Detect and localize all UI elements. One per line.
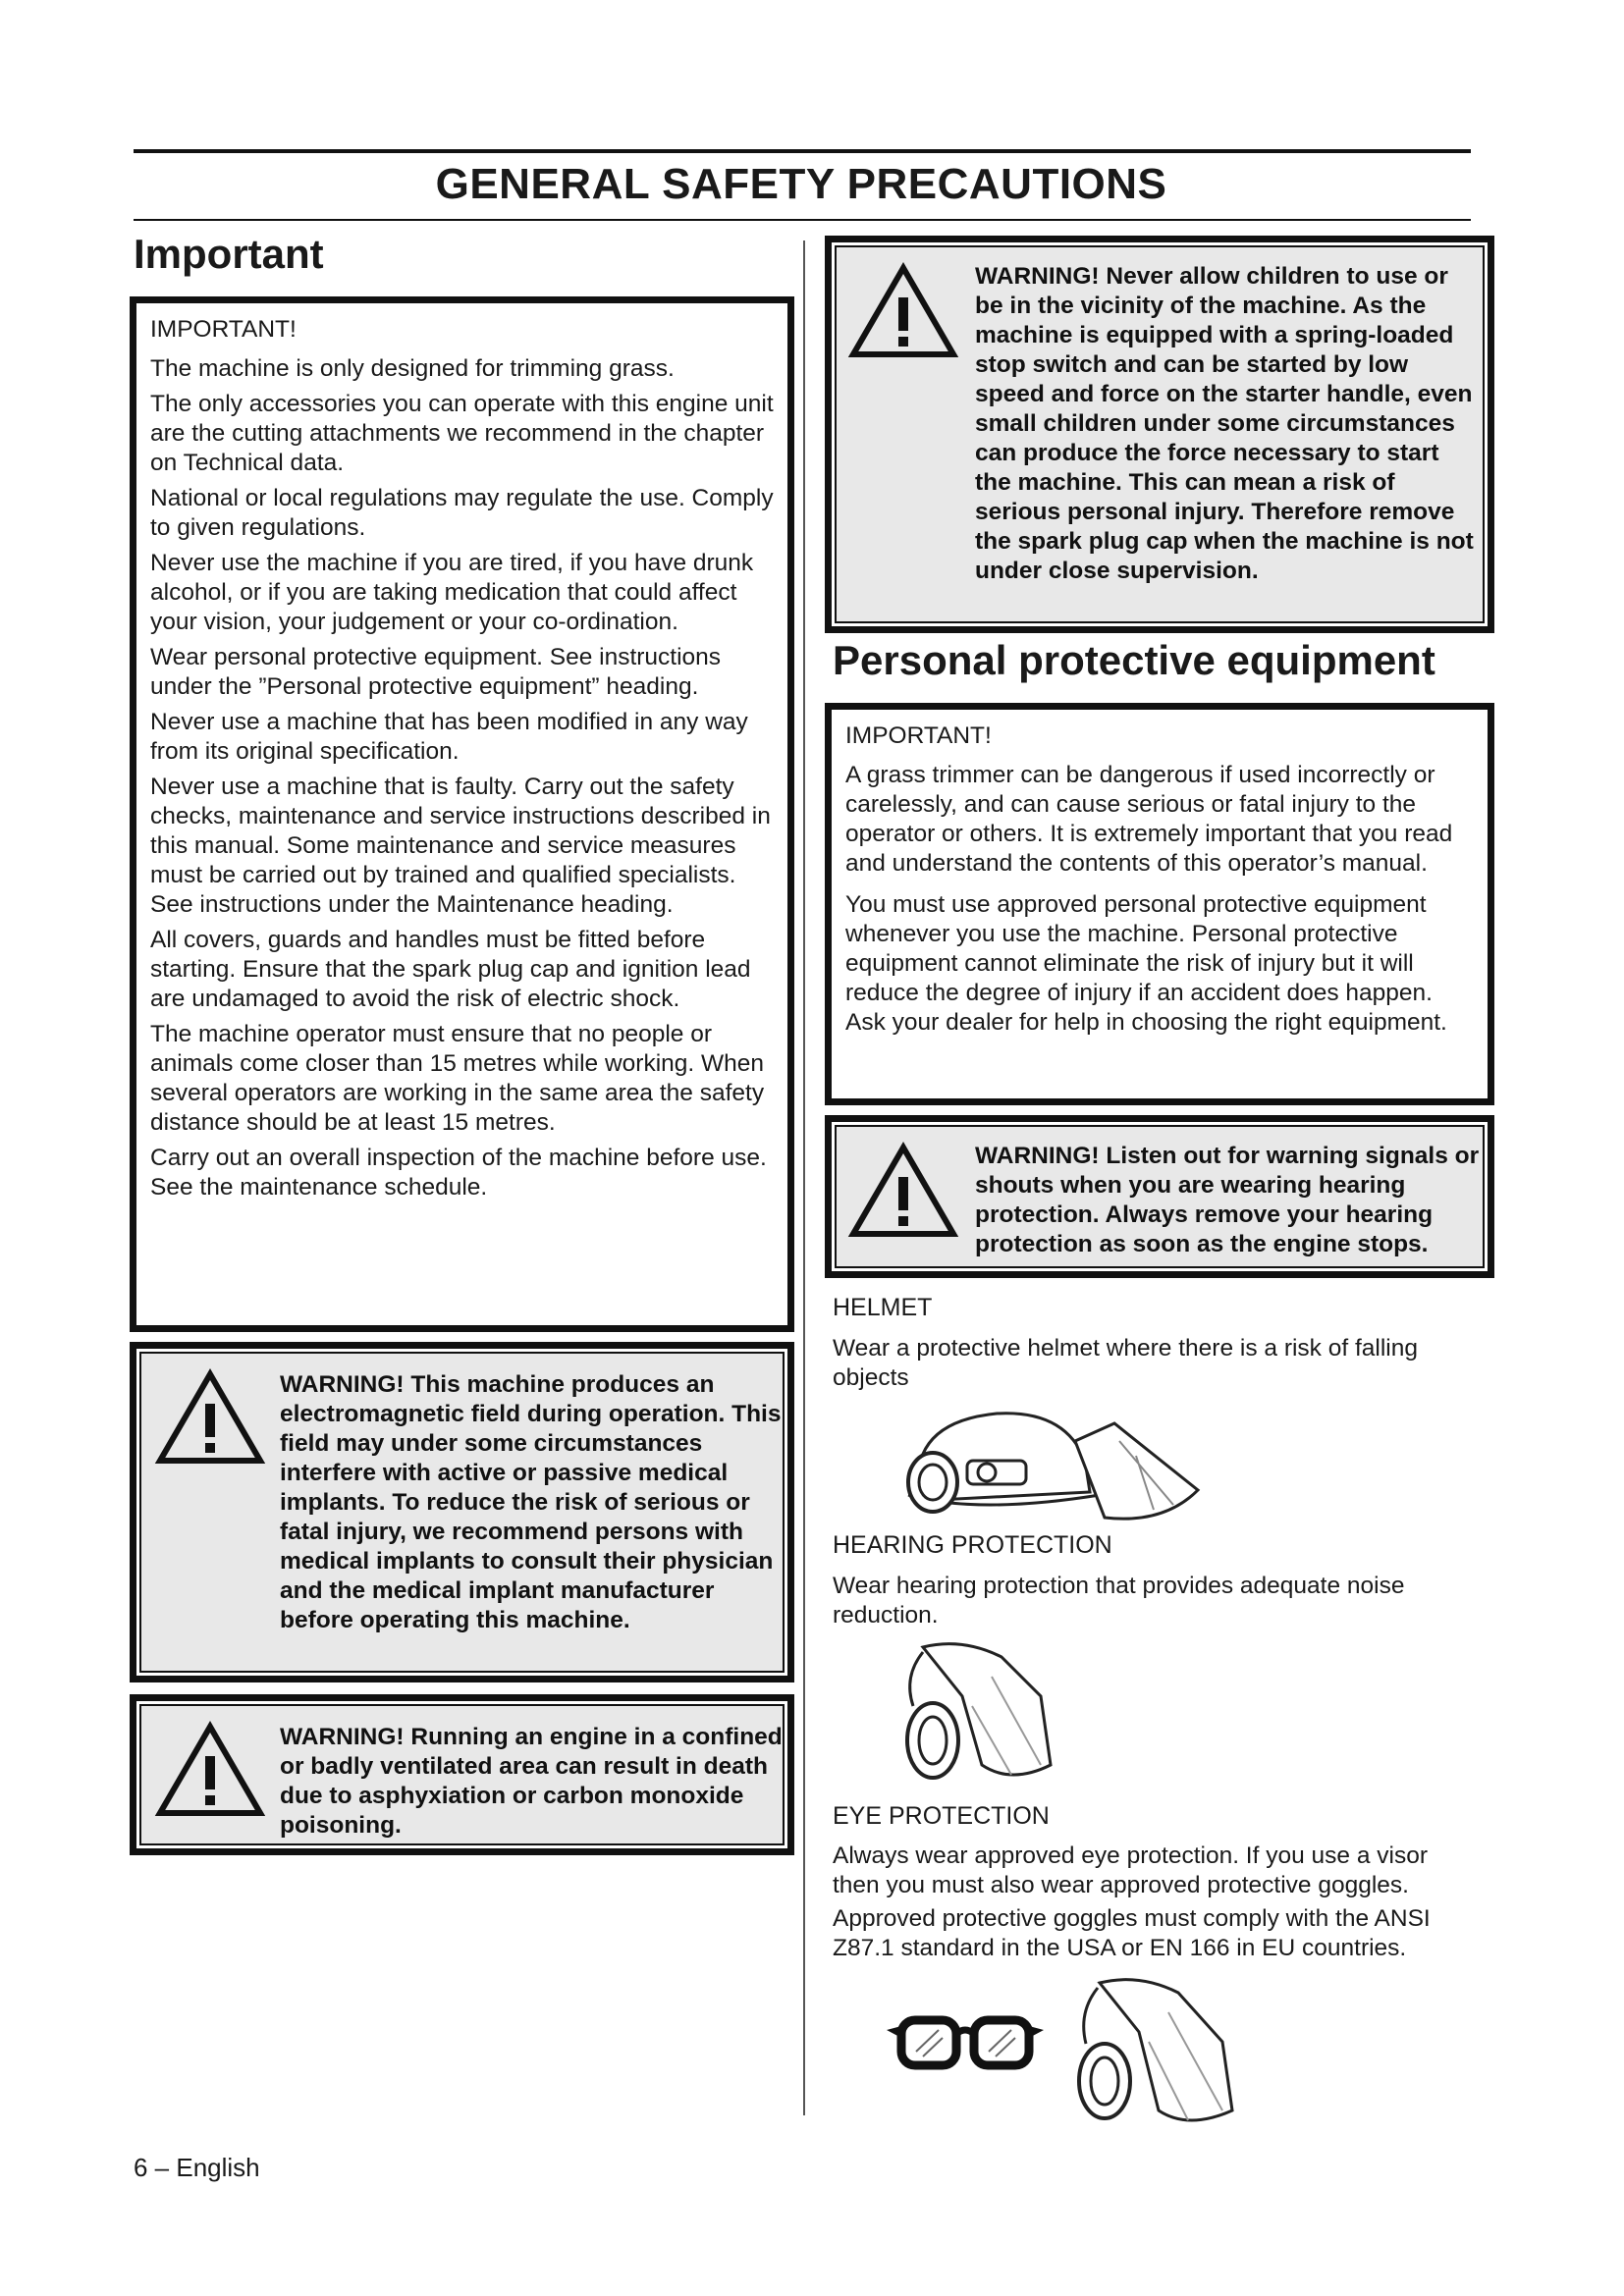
warning-box-hearing <box>825 1115 1494 1278</box>
important-paragraph: A grass trimmer can be dangerous if used incorrectly or carelessly, and can cause serious or fatal injury to the operator or others. It is extremely important that you read and understand the contents of this operator’s manual. <box>845 762 1453 877</box>
helmet-heading: HELMET <box>833 1294 933 1321</box>
important-box-right <box>825 703 1494 1105</box>
warning-text-hearing: WARNING! Listen out for warning signals or shouts when you are wearing hearing protection. Always remove your hearing protection as soon as the engine stops. <box>975 1143 1480 1257</box>
important-box-left <box>130 296 794 1332</box>
important-paragraph: Wear personal protective equipment. See instructions under the ”Personal protective equipment” heading. <box>150 644 722 700</box>
eye-text-block <box>833 1842 1481 1967</box>
eye-text-1: Always wear approved eye protection. If you use a visor then you must also wear approved protective goggles. <box>833 1842 1429 1898</box>
hearing-heading: HEARING PROTECTION <box>833 1531 1112 1559</box>
warning-text-engine: WARNING! Running an engine in a confined or badly ventilated area can result in death due to asphyxiation or carbon monoxide poisoning. <box>280 1724 783 1839</box>
helmet-text: Wear a protective helmet where there is a risk of falling objects <box>833 1335 1418 1391</box>
important-heading: IMPORTANT! <box>150 316 297 343</box>
warning-triangle-icon <box>849 264 957 358</box>
important-paragraph: Never use the machine if you are tired, if you have drunk alcohol, or if you are taking medication that could affect your vision, your judgement or your co-ordination. <box>150 550 754 635</box>
eye-text-2: Approved protective goggles must comply with the ANSI Z87.1 standard in the USA or EN 166 in EU countries. <box>833 1905 1431 1961</box>
important-paragraph: The machine operator must ensure that no people or animals come closer than 15 metres while working. When several operators are working in the same area the safety distance should be at least 15 metres. <box>150 1021 765 1136</box>
top-rule <box>134 149 1471 153</box>
title-underline <box>134 219 1471 221</box>
eye-heading: EYE PROTECTION <box>833 1802 1050 1830</box>
goggles-illustration-icon <box>882 2012 1049 2081</box>
warning-triangle-icon <box>849 1144 957 1238</box>
column-divider <box>803 240 805 2115</box>
important-paragraph: You must use approved personal protective equipment whenever you use the machine. Personal protective equipment cannot eliminate the risk of injury but it will reduce the degree of injury if an accident does happen. Ask your dealer for help in choosing the right equipment. <box>845 891 1447 1036</box>
important-heading: IMPORTANT! <box>845 722 992 749</box>
page-footer: 6 – English <box>134 2153 260 2182</box>
visor-illustration-icon <box>1060 1973 1247 2130</box>
warning-text-children: WARNING! Never allow children to use or be in the vicinity of the machine. As the machine is equipped with a spring-loaded stop switch and can be started by low speed and force on the starter handle, even small children under some circumstances can produce the force necessary to start the machine. This can mean a risk of serious personal injury. Therefore remove the spark plug cap when the machine is not under close supervision. <box>975 263 1474 584</box>
warning-triangle-icon <box>156 1723 264 1817</box>
important-paragraph: The only accessories you can operate with this engine unit are the cutting attachments we recommend in the chapter on Technical data. <box>150 391 774 476</box>
warning-box-children <box>825 236 1494 633</box>
warning-box-engine <box>130 1694 794 1855</box>
important-paragraph: Never use a machine that is faulty. Carry out the safety checks, maintenance and service instructions described in this manual. Some maintenance and service measures must be carried out by trained and qualified specialists. See instructions under the Maintenance heading. <box>150 774 771 918</box>
important-paragraph: National or local regulations may regulate the use. Comply to given regulations. <box>150 485 774 541</box>
helmet-illustration-icon <box>879 1402 1213 1529</box>
section-title-ppe: Personal protective equipment <box>833 637 1435 683</box>
warning-box-emf <box>130 1342 794 1682</box>
important-paragraph: Never use a machine that has been modified in any way from its original specification. <box>150 709 748 765</box>
important-paragraph: Carry out an overall inspection of the machine before use. See the maintenance schedule. <box>150 1145 767 1201</box>
important-paragraph: The machine is only designed for trimming grass. <box>150 355 675 382</box>
important-paragraph: All covers, guards and handles must be fitted before starting. Ensure that the spark plug cap and ignition lead are undamaged to avoid the risk of electric shock. <box>150 927 751 1012</box>
hearing-protection-illustration-icon <box>893 1637 1070 1794</box>
section-title-important: Important <box>134 231 324 277</box>
hearing-text: Wear hearing protection that provides adequate noise reduction. <box>833 1573 1405 1629</box>
warning-text-emf: WARNING! This machine produces an electromagnetic field during operation. This field may under some circumstances interfere with active or passive medical implants. To reduce the risk of serious or fatal injury, we recommend persons with medical implants to consult their physician and the medical implant manufacturer before operating this machine. <box>280 1371 782 1633</box>
warning-triangle-icon <box>156 1370 264 1465</box>
page-title: GENERAL SAFETY PRECAUTIONS <box>435 160 1167 208</box>
